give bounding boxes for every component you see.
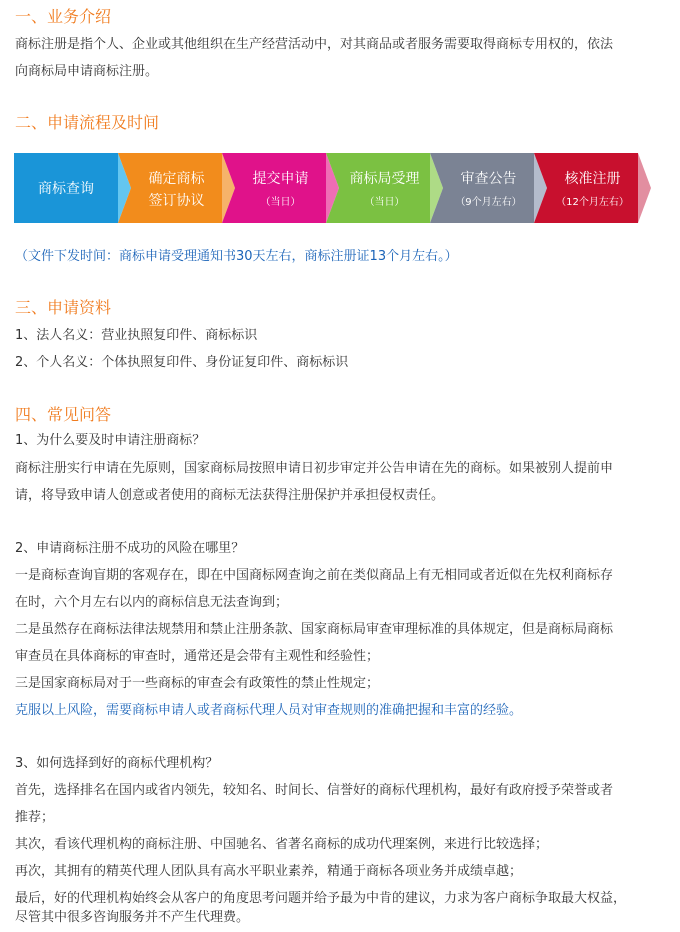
process-step-3: [222, 153, 339, 223]
faq-question-2: 2、申请商标注册不成功的风险在哪里？: [15, 541, 245, 556]
faq-answer-1-line-1: 商标注册实行申请在先原则，国家商标局按照申请日初步审定并公告申请在先的商标。如果被别人提前申: [15, 461, 614, 476]
faq-answer-3-line-2: 推荐；: [15, 810, 55, 825]
faq-answer-2-line-4: 审查员在具体商标的审查时，通常还是会带有主观性和经验性；: [15, 649, 380, 664]
materials-item-2: 2、个人名义：个体执照复印件、身份证复印件、商标标识: [15, 355, 349, 370]
intro-line-1: 商标注册是指个人、企业或其他组织在生产经营活动中，对其商品或者服务需要取得商标专用权的，依法: [15, 37, 614, 52]
process-step-sublabel: （当日）: [260, 197, 301, 208]
process-step-label: 商标查询: [38, 181, 94, 197]
process-step-label: 提交申请: [252, 171, 309, 187]
intro-line-2: 向商标局申请商标注册。: [15, 64, 159, 79]
process-step-5: [430, 153, 547, 223]
process-step-4: [326, 153, 443, 223]
faq-answer-3-line-4: 再次，其拥有的精英代理人团队具有高水平职业素养，精通于商标各项业务并成绩卓越；: [15, 864, 523, 879]
faq-question-1: 1、为什么要及时申请注册商标？: [15, 433, 206, 448]
faq-answer-1-line-2: 请，将导致申请人创意或者使用的商标无法获得注册保护并承担侵权责任。: [15, 488, 445, 503]
process-step-body: [430, 153, 534, 223]
faq-answer-2-line-5: 三是国家商标局对于一些商标的审查会有政策性的禁止性规定；: [15, 676, 380, 691]
process-step-body: [222, 153, 326, 223]
faq-answer-3-line-6: 尽管其中很多咨询服务并不产生代理费。: [15, 910, 250, 925]
section-title-faq: 四、常见问答: [15, 405, 112, 424]
process-step-body: [326, 153, 430, 223]
process-step-1: [14, 153, 131, 223]
section-title-intro: 一、业务介绍: [15, 7, 112, 26]
process-flow-svg: [14, 152, 666, 224]
process-step-sublabel: （12个月左右）: [556, 197, 629, 208]
process-step-2: [118, 153, 235, 223]
faq-answer-3-line-1: 首先，选择排名在国内或省内领先，较知名、时间长、信誉好的商标代理机构，最好有政府授予荣誉或者: [15, 783, 614, 798]
faq-answer-2-line-1: 一是商标查询盲期的客观存在，即在中国商标网查询之前在类似商品上有无相同或者近似在先权利商标存: [15, 568, 614, 583]
faq-question-3: 3、如何选择到好的商标代理机构？: [15, 756, 219, 771]
process-step-body: [118, 153, 222, 223]
section-title-process: 二、申请流程及时间: [15, 113, 160, 132]
faq-answer-2-line-2: 在时，六个月左右以内的商标信息无法查询到；: [15, 595, 289, 610]
section-title-materials: 三、申请资料: [15, 298, 112, 317]
process-step-label: 确定商标: [148, 171, 205, 187]
process-flow-chart: [14, 152, 666, 224]
process-step-label: 审查公告: [460, 171, 517, 187]
process-note: （文件下发时间：商标申请受理通知书30天左右，商标注册证13个月左右。）: [15, 249, 458, 264]
faq-answer-2-line-3: 二是虽然存在商标法律法规禁用和禁止注册条款、国家商标局审查审理标准的具体规定，但是商标局商标: [15, 622, 614, 637]
process-step-arrow-tip: [638, 153, 651, 223]
faq-answer-2-highlight: 克服以上风险，需要商标申请人或者商标代理人员对审查规则的准确把握和丰富的经验。: [15, 703, 523, 718]
process-step-sublabel: （9个月左右）: [455, 197, 522, 208]
faq-answer-3-line-3: 其次，看该代理机构的商标注册、中国驰名、省著名商标的成功代理案例，来进行比较选择；: [15, 837, 549, 852]
materials-item-1: 1、法人名义：营业执照复印件、商标标识: [15, 328, 258, 343]
process-step-body: [534, 153, 638, 223]
process-step-sublabel: （当日）: [364, 197, 405, 208]
faq-answer-3-line-5: 最后，好的代理机构始终会从客户的角度思考问题并给予最为中肯的建议，力求为客户商标争取最大权益，: [15, 891, 627, 906]
process-step-label: 核准注册: [564, 171, 621, 187]
process-step-label: 商标局受理: [349, 171, 420, 187]
process-step-sublabel: 签订协议: [148, 193, 205, 209]
process-step-6: [534, 153, 651, 223]
